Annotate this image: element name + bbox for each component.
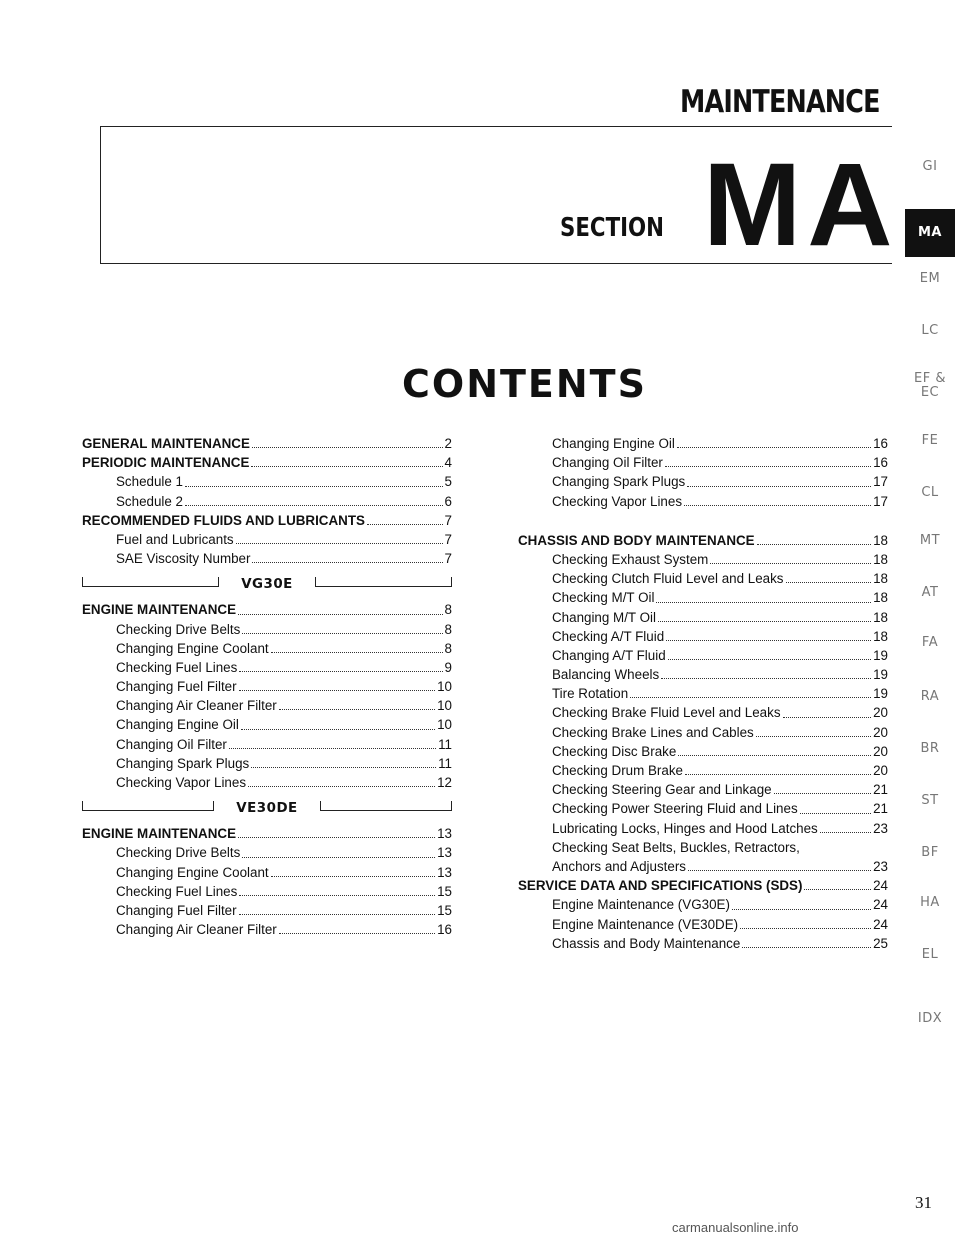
dot-leader: [271, 875, 435, 877]
dot-leader: [783, 716, 872, 718]
toc-entry-page: 21: [873, 782, 888, 798]
toc-entry[interactable]: [518, 665, 888, 684]
toc-entry-title: Checking Brake Fluid Level and Leaks: [552, 705, 781, 721]
toc-entry[interactable]: [518, 550, 888, 569]
dot-leader: [710, 562, 871, 564]
toc-entry-page: 17: [873, 474, 888, 490]
toc-entry-title: GENERAL MAINTENANCE: [82, 436, 250, 451]
toc-entry-page: 20: [873, 743, 888, 759]
toc-entry-page: 4: [444, 455, 452, 471]
toc-entry-page: 7: [444, 531, 452, 547]
toc-entry-title: Changing Spark Plugs: [116, 755, 250, 771]
toc-entry-page: 7: [444, 551, 452, 567]
dot-leader: [367, 523, 443, 525]
toc-right-column: [518, 434, 888, 953]
section-tab-bf[interactable]: BF: [921, 845, 939, 860]
toc-entry-title: SAE Viscosity Number: [116, 551, 251, 567]
section-tab-mt[interactable]: MT: [919, 533, 941, 548]
toc-entry-title: Tire Rotation: [552, 686, 629, 702]
toc-entry-title: SERVICE DATA AND SPECIFICATIONS (SDS): [518, 878, 803, 894]
toc-entry-title: Engine Maintenance (VG30E): [552, 897, 730, 913]
dot-leader: [279, 708, 435, 710]
dot-leader: [251, 465, 442, 467]
dot-leader: [185, 504, 443, 506]
dot-leader: [740, 927, 871, 929]
toc-entry-page: 19: [873, 686, 888, 702]
toc-entry-title: ENGINE MAINTENANCE: [82, 602, 236, 618]
toc-entry-page: 24: [873, 878, 888, 894]
dot-leader: [804, 888, 871, 890]
dot-leader: [732, 908, 871, 910]
toc-entry[interactable]: [518, 780, 888, 799]
toc-entry-title: ENGINE MAINTENANCE: [82, 826, 236, 842]
toc-entry-title: Changing Oil Filter: [116, 736, 227, 752]
toc-entry[interactable]: [82, 434, 452, 453]
toc-entry[interactable]: [518, 703, 888, 722]
toc-entry[interactable]: [82, 511, 452, 530]
dot-leader: [238, 613, 443, 615]
section-tab-el[interactable]: EL: [921, 947, 939, 962]
toc-entry-page: 13: [437, 826, 452, 842]
toc-entry[interactable]: [518, 857, 888, 876]
toc-entry[interactable]: [82, 677, 452, 696]
toc-entry-page: 18: [873, 628, 888, 644]
toc-entry-title: Checking M/T Oil: [552, 590, 655, 606]
toc-entry-page: 8: [444, 602, 452, 618]
section-tab-ha[interactable]: HA: [920, 895, 940, 910]
toc-entry-title: CHASSIS AND BODY MAINTENANCE: [518, 532, 755, 548]
toc-entry-title: Checking Vapor Lines: [116, 775, 247, 790]
toc-entry[interactable]: [518, 876, 888, 895]
toc-entry-page: 17: [873, 493, 888, 509]
toc-entry[interactable]: [82, 530, 452, 549]
toc-entry[interactable]: [82, 773, 452, 792]
toc-entry[interactable]: [82, 696, 452, 715]
toc-entry-page: 10: [437, 679, 452, 695]
dot-leader: [658, 620, 871, 622]
toc-entry[interactable]: [82, 920, 452, 939]
toc-entry-title: Checking Seat Belts, Buckles, Retractors,: [552, 839, 800, 855]
dot-leader: [757, 543, 872, 545]
section-word: SECTION: [560, 213, 665, 243]
dot-leader: [239, 670, 442, 672]
toc-entry[interactable]: [518, 608, 888, 627]
toc-entry-page: 23: [873, 820, 888, 836]
toc-entry-title: Schedule 2: [116, 493, 184, 509]
toc-entry-title: Checking A/T Fluid: [552, 628, 665, 644]
toc-gap: [518, 511, 888, 531]
dot-leader: [665, 465, 871, 467]
toc-entry-title: Changing Fuel Filter: [116, 902, 237, 918]
toc-entry-title: Changing Oil Filter: [552, 455, 663, 471]
dot-leader: [661, 677, 871, 679]
toc-entry-page: 20: [873, 724, 888, 740]
toc-entry-title: Checking Brake Lines and Cables: [552, 724, 754, 740]
toc-entry-title: Schedule 1: [116, 474, 184, 490]
toc-entry[interactable]: [82, 453, 452, 472]
toc-entry-title: Checking Steering Gear and Linkage: [552, 782, 772, 798]
dot-leader: [802, 851, 886, 852]
toc-entry-title: Checking Drive Belts: [116, 845, 241, 861]
toc-entry-page: 5: [444, 474, 452, 490]
section-tab-em[interactable]: EM: [919, 271, 941, 286]
engine-divider: [82, 572, 452, 596]
dot-leader: [786, 581, 872, 583]
section-tab-br[interactable]: BR: [920, 741, 940, 756]
engine-divider-label: VG30E: [241, 576, 293, 592]
toc-entry-title: Engine Maintenance (VE30DE): [552, 916, 739, 932]
toc-entry[interactable]: [518, 627, 888, 646]
toc-entry-title: Checking Vapor Lines: [552, 493, 683, 509]
toc-entry[interactable]: [518, 453, 888, 472]
dot-leader: [774, 792, 871, 794]
toc-entry-page: 6: [444, 493, 452, 509]
toc-entry[interactable]: [82, 620, 452, 639]
engine-divider-label: VE30DE: [236, 800, 298, 816]
section-tab-at[interactable]: AT: [921, 585, 939, 600]
dot-leader: [236, 542, 443, 544]
toc-entry[interactable]: [518, 799, 888, 818]
dot-leader: [242, 856, 435, 858]
dot-leader: [239, 689, 436, 691]
toc-entry-page: 18: [873, 609, 888, 625]
toc-entry-title: Changing Air Cleaner Filter: [116, 698, 277, 714]
toc-entry-title: Balancing Wheels: [552, 667, 660, 683]
toc-entry-page: 11: [438, 755, 452, 771]
header-title: MAINTENANCE: [680, 84, 880, 120]
toc-entry-title: Checking Disc Brake: [552, 743, 677, 759]
toc-entry-page: 11: [438, 736, 452, 752]
toc-entry-page: 15: [437, 902, 452, 918]
toc-entry[interactable]: [518, 684, 888, 703]
dot-leader: [668, 658, 871, 660]
section-tab-st[interactable]: ST: [921, 793, 939, 808]
toc-left-column: [82, 434, 452, 939]
toc-entry-title: Changing Engine Coolant: [116, 640, 269, 656]
toc-entry-page: 24: [873, 916, 888, 932]
toc-entry[interactable]: [518, 915, 888, 934]
section-tab-gi[interactable]: GI: [922, 159, 938, 174]
divider-bracket: [82, 577, 219, 587]
dot-leader: [688, 869, 871, 871]
toc-entry-title: Checking Power Steering Fluid and Lines: [552, 801, 798, 817]
toc-entry[interactable]: [82, 639, 452, 658]
toc-entry-page: 24: [873, 897, 888, 913]
toc-entry[interactable]: [518, 742, 888, 761]
dot-leader: [677, 446, 871, 448]
dot-leader: [685, 773, 871, 775]
dot-leader: [678, 754, 871, 756]
dot-leader: [687, 485, 871, 487]
dot-leader: [248, 785, 435, 787]
toc-entry-title: RECOMMENDED FLUIDS AND LUBRICANTS: [82, 512, 365, 528]
toc-entry-title: Changing A/T Fluid: [552, 647, 666, 663]
dot-leader: [241, 728, 435, 730]
dot-leader: [684, 504, 871, 506]
toc-entry-title: Changing Air Cleaner Filter: [116, 922, 277, 938]
toc-entry[interactable]: [518, 646, 888, 665]
toc-entry-page: 10: [437, 717, 452, 733]
dot-leader: [229, 747, 436, 749]
page-number: 31: [915, 1193, 932, 1212]
toc-entry[interactable]: [518, 838, 888, 857]
toc-entry-page: 18: [873, 571, 888, 587]
toc-entry-page: 9: [444, 659, 452, 675]
dot-leader: [656, 601, 871, 603]
toc-entry-title: Changing Spark Plugs: [552, 474, 686, 490]
toc-entry[interactable]: [82, 901, 452, 920]
toc-entry[interactable]: [82, 600, 452, 619]
toc-entry-title: Checking Drive Belts: [116, 621, 241, 637]
toc-entry-page: 18: [873, 551, 888, 567]
toc-entry-page: 2: [444, 436, 452, 451]
dot-leader: [800, 812, 871, 814]
toc-entry-page: 15: [437, 883, 452, 899]
dot-leader: [820, 831, 871, 833]
section-tab-ef[interactable]: EF & EC: [914, 371, 946, 400]
toc-entry-page: 16: [437, 922, 452, 938]
dot-leader: [242, 632, 442, 634]
toc-entry[interactable]: [518, 492, 888, 511]
toc-entry-title: Checking Fuel Lines: [116, 659, 238, 675]
section-tab-fe[interactable]: FE: [921, 433, 939, 448]
dot-leader: [185, 485, 443, 487]
toc-entry[interactable]: [82, 715, 452, 734]
toc-entry-title: PERIODIC MAINTENANCE: [82, 455, 250, 471]
toc-entry-page: 18: [873, 590, 888, 606]
toc-entry-page: 12: [437, 775, 452, 790]
toc-entry[interactable]: [82, 472, 452, 491]
dot-leader: [239, 913, 436, 915]
toc-entry[interactable]: [518, 895, 888, 914]
divider-bracket: [315, 577, 452, 587]
section-tab-lc[interactable]: LC: [921, 323, 939, 338]
dot-leader: [756, 735, 871, 737]
divider-bracket: [320, 801, 452, 811]
dot-leader: [252, 446, 443, 448]
toc-entry[interactable]: [82, 658, 452, 677]
section-tab-fa[interactable]: FA: [921, 635, 939, 650]
dot-leader: [239, 894, 435, 896]
dot-leader: [252, 561, 442, 563]
toc-entry-title: Checking Drum Brake: [552, 763, 683, 778]
toc-entry-page: 21: [873, 801, 888, 817]
dot-leader: [251, 766, 436, 768]
toc-entry[interactable]: [518, 761, 888, 780]
toc-entry-title: Changing Fuel Filter: [116, 679, 237, 695]
toc-entry-title: Changing Engine Oil: [116, 717, 239, 733]
toc-entry-page: 18: [873, 532, 888, 548]
toc-entry-title: Checking Fuel Lines: [116, 883, 238, 899]
toc-entry-page: 13: [437, 845, 452, 861]
toc-entry-page: 19: [873, 647, 888, 663]
toc-entry[interactable]: [518, 531, 888, 550]
toc-entry[interactable]: [82, 882, 452, 901]
dot-leader: [630, 696, 871, 698]
watermark: carmanualsonline.info: [672, 1220, 799, 1235]
toc-entry-title: Changing Engine Oil: [552, 436, 675, 451]
toc-entry-page: 8: [444, 640, 452, 656]
toc-entry-title: Anchors and Adjusters: [552, 858, 686, 874]
section-code: MA: [703, 139, 899, 271]
toc-entry[interactable]: [518, 588, 888, 607]
toc-entry-page: 7: [444, 512, 452, 528]
toc-entry-title: Changing Engine Coolant: [116, 864, 269, 880]
toc-entry-page: 19: [873, 667, 888, 683]
dot-leader: [666, 639, 871, 641]
engine-divider: [82, 796, 452, 820]
toc-entry-page: 13: [437, 864, 452, 880]
toc-entry-title: Fuel and Lubricants: [116, 531, 234, 547]
dot-leader: [742, 946, 871, 948]
toc-entry[interactable]: [518, 472, 888, 491]
toc-entry[interactable]: [518, 723, 888, 742]
toc-entry-page: 20: [873, 705, 888, 721]
dot-leader: [271, 651, 443, 653]
toc-entry-page: 16: [873, 455, 888, 471]
section-tab-ma[interactable]: MA: [905, 209, 955, 257]
toc-entry-title: Lubricating Locks, Hinges and Hood Latches: [552, 820, 818, 836]
dot-leader: [238, 836, 435, 838]
dot-leader: [279, 932, 435, 934]
toc-entry-title: Checking Exhaust System: [552, 551, 709, 567]
toc-entry[interactable]: [518, 819, 888, 838]
toc-entry-page: 8: [444, 621, 452, 637]
toc-entry-page: 23: [873, 858, 888, 874]
toc-entry-page: 10: [437, 698, 452, 714]
section-tab-idx[interactable]: IDX: [917, 1011, 943, 1026]
divider-bracket: [82, 801, 214, 811]
toc-entry-title: Checking Clutch Fluid Level and Leaks: [552, 571, 784, 587]
section-tab-cl[interactable]: CL: [921, 485, 939, 500]
toc-entry[interactable]: [82, 843, 452, 862]
contents-title: CONTENTS: [402, 362, 647, 406]
toc-entry[interactable]: [82, 549, 452, 568]
section-tab-ra[interactable]: RA: [920, 689, 940, 704]
toc-entry[interactable]: [82, 754, 452, 773]
toc-entry-page: 16: [873, 436, 888, 451]
toc-entry[interactable]: [82, 735, 452, 754]
toc-entry-page: 25: [873, 935, 888, 951]
toc-entry-page: 20: [873, 763, 888, 778]
toc-entry-title: Chassis and Body Maintenance: [552, 935, 741, 951]
toc-entry[interactable]: [518, 934, 888, 953]
toc-entry[interactable]: [518, 434, 888, 453]
toc-entry-title: Changing M/T Oil: [552, 609, 656, 625]
toc-entry[interactable]: [82, 492, 452, 511]
toc-entry[interactable]: [82, 824, 452, 843]
toc-entry[interactable]: [518, 569, 888, 588]
toc-entry[interactable]: [82, 863, 452, 882]
